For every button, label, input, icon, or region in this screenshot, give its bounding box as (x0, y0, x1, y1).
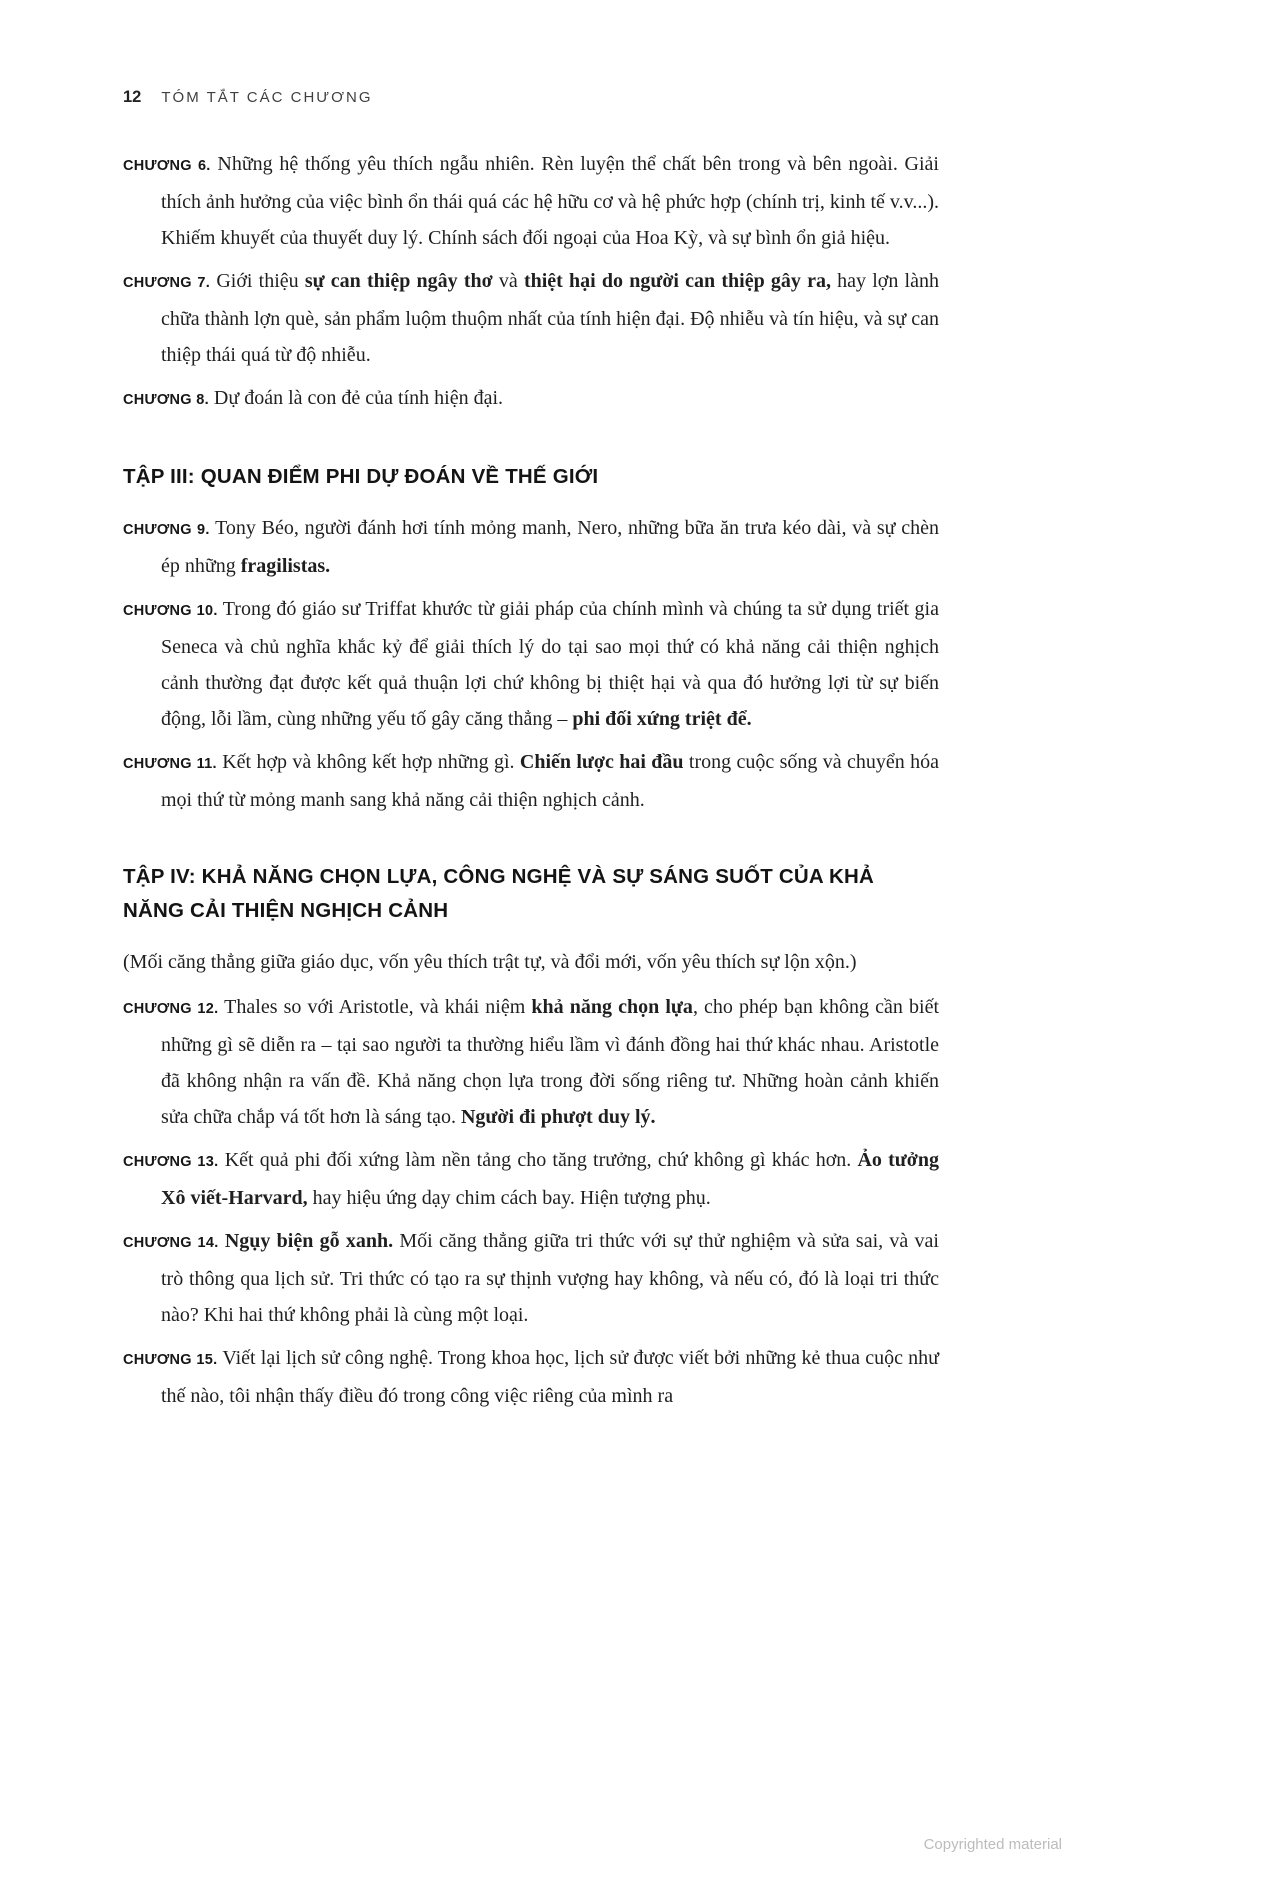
body-text: hay hiệu ứng dạy chim cách bay. Hiện tượng phụ. (307, 1187, 711, 1209)
body-text: Những hệ thống yêu thích ngẫu nhiên. Rèn luyện thể chất bên trong và bên ngoài. Giải thích ảnh hưởng của việc bình ổn thái quá các hệ hữu cơ và hệ phức hợp (chính trị, kinh tế v.v...). Khiếm khuyết của thuyết duy lý. Chính sách đối ngoại của Hoa Kỳ, và sự bình ổn giả hiệu. (161, 153, 939, 249)
part-heading: TẬP III: QUAN ĐIỂM PHI DỰ ĐOÁN VỀ THẾ GIỚI (123, 465, 599, 488)
body-text: và (492, 270, 524, 292)
chapter-summary (123, 263, 939, 373)
body-text: Viết lại lịch sử công nghệ. Trong khoa học, lịch sử được viết bởi những kẻ thua cuộc như thế nào, tôi nhận thấy điều đó trong công việc riêng của mình ra (161, 1347, 939, 1407)
chapter-summary (123, 591, 939, 737)
chapter-summary (123, 1340, 939, 1414)
page-header (123, 88, 372, 107)
chapter-label: CHƯƠNG 7. (123, 275, 211, 291)
body-text: Thales so với Aristotle, và khái niệm (224, 996, 532, 1018)
chapter-summary (123, 146, 939, 256)
body-text: Mối căng thẳng giữa tri thức với sự thử nghiệm và sửa sai, và vai trò thông qua lịch sử. Tri thức có tạo ra sự thịnh vượng hay không, và nếu có, đó là loại tri thức nào? Khi hai thứ không phải là cùng một loại. (161, 1230, 939, 1326)
chapter-label: CHƯƠNG 6. (123, 158, 211, 174)
body-text: Dự đoán là con đẻ của tính hiện đại. (213, 387, 504, 409)
chapter-label: CHƯƠNG 10. (123, 603, 218, 619)
emphasized-text: fragilistas. (240, 555, 331, 577)
body-text: Tony Béo, người đánh hơi tính mỏng manh, Nero, những bữa ăn trưa kéo dài, và sự chèn ép những (161, 517, 939, 577)
body-text: Trong đó giáo sư Triffat khước từ giải pháp của chính mình và chúng ta sử dụng triết gia Seneca và chủ nghĩa khắc kỷ để giải thích lý do tại sao mọi thứ có khả năng cải thiện nghịch cảnh thường đạt được kết quả thuận lợi chứ không bị thiệt hại và qua đó hưởng lợi từ sự biến động, lỗi lầm, cùng những yếu tố gây căng thẳng – (161, 598, 939, 730)
chapter-label: CHƯƠNG 11. (123, 756, 217, 772)
body-text: Giới thiệu (216, 270, 305, 292)
chapter-label: CHƯƠNG 15. (123, 1352, 218, 1368)
body-text: Kết quả phi đối xứng làm nền tảng cho tăng trưởng, chứ không gì khác hơn. (224, 1149, 858, 1171)
emphasized-text: phi đối xứng triệt để. (572, 708, 752, 730)
chapter-label: CHƯƠNG 9. (123, 522, 210, 538)
body-text: , cho phép bạn không cần biết những gì sẽ diễn ra – tại sao người ta thường hiểu lầm vì đánh đồng hai thứ khác nhau. Aristotle đã không nhận ra vấn đề. Khả năng chọn lựa trong đời sống riêng tư. Những hoàn cảnh khiến sửa chữa chắp vá tốt hơn là sáng tạo. (161, 996, 940, 1128)
emphasized-text: sự can thiệp ngây thơ (304, 270, 493, 292)
chapter-label: CHƯƠNG 12. (123, 1001, 219, 1017)
page-number: 12 (123, 88, 142, 106)
chapter-summary (123, 1142, 939, 1216)
emphasized-text: Ảo tưởng Xô viết-Harvard, (161, 1149, 939, 1209)
chapter-label: CHƯƠNG 8. (123, 392, 209, 408)
body-text: hay lợn lành chữa thành lợn què, sản phẩm luộm thuộm nhất của tính hiện đại. Độ nhiễu và tín hiệu, và sự can thiệp thái quá từ độ nhiễu. (161, 270, 939, 366)
running-head: TÓM TẮT CÁC CHƯƠNG (161, 89, 373, 106)
emphasized-text: Chiến lược hai đầu (519, 751, 684, 773)
chapter-label: CHƯƠNG 13. (123, 1154, 219, 1170)
part-heading: TẬP IV: KHẢ NĂNG CHỌN LỰA, CÔNG NGHỆ VÀ SỰ SÁNG SUỐT CỦA KHẢ NĂNG CẢI THIỆN NGHỊCH CẢNH (123, 865, 875, 922)
chapter-summary (123, 510, 939, 584)
emphasized-text: thiệt hại do người can thiệp gây ra, (523, 270, 831, 292)
page-body (123, 146, 939, 1421)
body-text: trong cuộc sống và chuyển hóa mọi thứ từ mỏng manh sang khả năng cải thiện nghịch cảnh. (161, 751, 939, 811)
copyright-notice: Copyrighted material (923, 1836, 1062, 1853)
parenthetical-note: (Mối căng thẳng giữa giáo dục, vốn yêu thích trật tự, và đổi mới, vốn yêu thích sự lộn xộn.) (123, 951, 857, 973)
chapter-summary (123, 380, 939, 418)
chapter-summary (123, 989, 939, 1135)
chapter-summary (123, 744, 939, 818)
emphasized-text: khả năng chọn lựa (531, 996, 693, 1018)
body-text: Kết hợp và không kết hợp những gì. (222, 751, 520, 773)
chapter-label: CHƯƠNG 14. (123, 1235, 219, 1251)
emphasized-text: Ngụy biện gỗ xanh. (224, 1230, 394, 1252)
chapter-summary (123, 1223, 939, 1333)
emphasized-text: Người đi phượt duy lý. (460, 1106, 656, 1128)
